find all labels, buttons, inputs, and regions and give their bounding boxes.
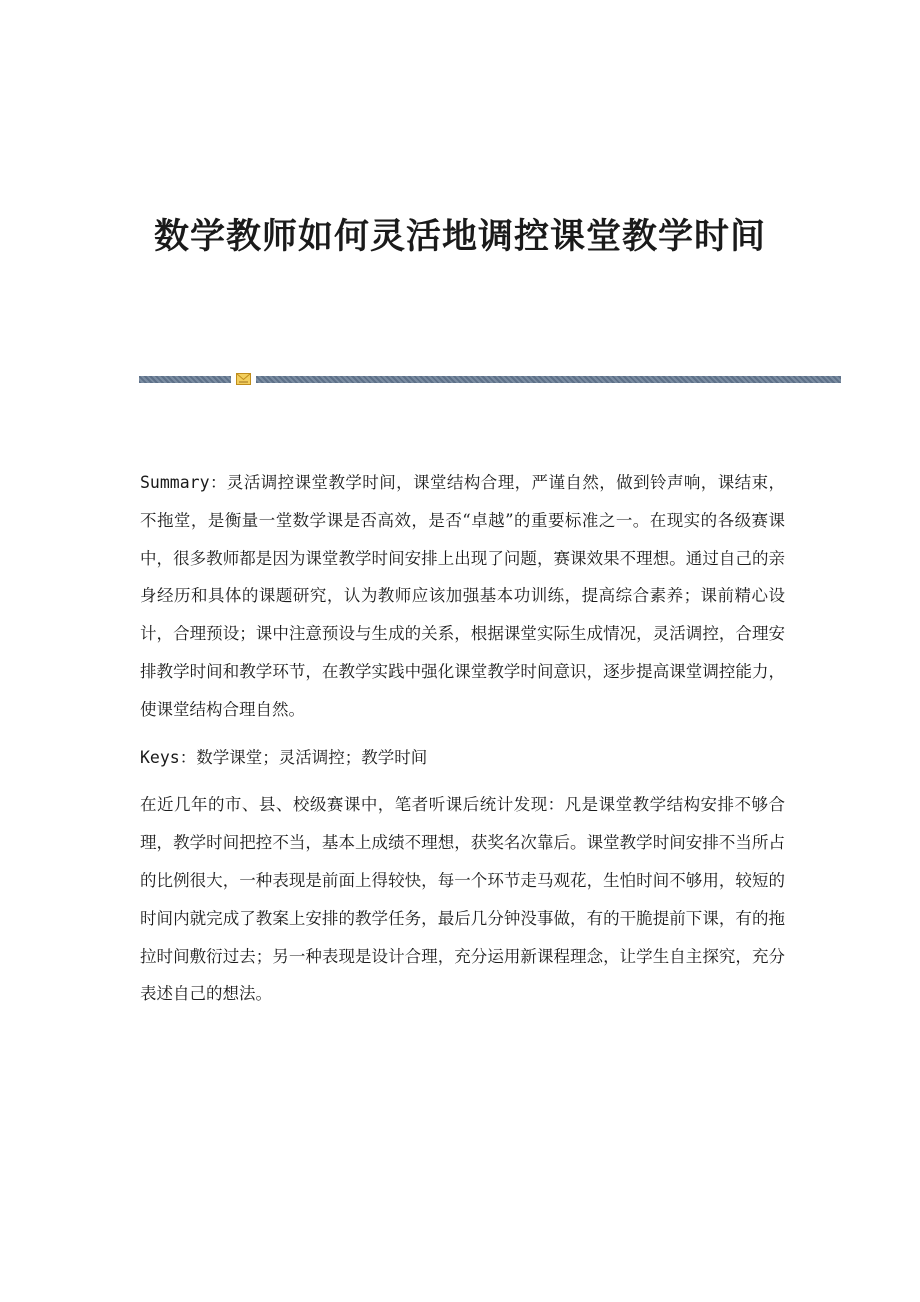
keys-label: Keys： — [140, 747, 197, 767]
keys-paragraph — [140, 739, 785, 777]
title-divider — [139, 372, 841, 386]
summary-paragraph — [140, 464, 785, 729]
divider-bar-left — [139, 376, 231, 383]
summary-label: Summary： — [140, 473, 227, 492]
body-paragraph: 在近几年的市、县、校级赛课中，笔者听课后统计发现：凡是课堂教学结构安排不够合理，教学时间把控不当，基本上成绩不理想，获奖名次靠后。课堂教学时间安排不当所占的比例很大，一种表现是前面上得较快，每一个环节走马观花，生怕时间不够用，较短的时间内就完成了教案上安排的教学任务，最后几分钟没事做，有的干脆提前下课，有的拖拉时间敷衍过去；另一种表现是设计合理，充分运用新课程理念，让学生自主探究，充分表述自己的想法。 — [140, 795, 785, 1004]
page-title: 数学教师如何灵活地调控课堂教学时间 — [153, 216, 766, 257]
summary-text: 灵活调控课堂教学时间，课堂结构合理，严谨自然，做到铃声响，课结束，不拖堂，是衡量一堂数学课是否高效，是否“卓越”的重要标准之一。在现实的各级赛课中，很多教师都是因为课堂教学时间安排上出现了问题，赛课效果不理想。通过自己的亲身经历和具体的课题研究，认为教师应该加强基本功训练，提高综合素养；课前精心设计，合理预设；课中注意预设与生成的关系，根据课堂实际生成情况，灵活调控，合理安排教学时间和教学环节，在教学实践中强化课堂教学时间意识，逐步提高课堂调控能力，使课堂结构合理自然。 — [140, 473, 785, 719]
keys-text: 数学课堂；灵活调控；教学时间 — [196, 747, 428, 767]
divider-bar-right — [256, 376, 841, 383]
document-body — [140, 464, 785, 1023]
envelope-icon — [236, 373, 251, 385]
